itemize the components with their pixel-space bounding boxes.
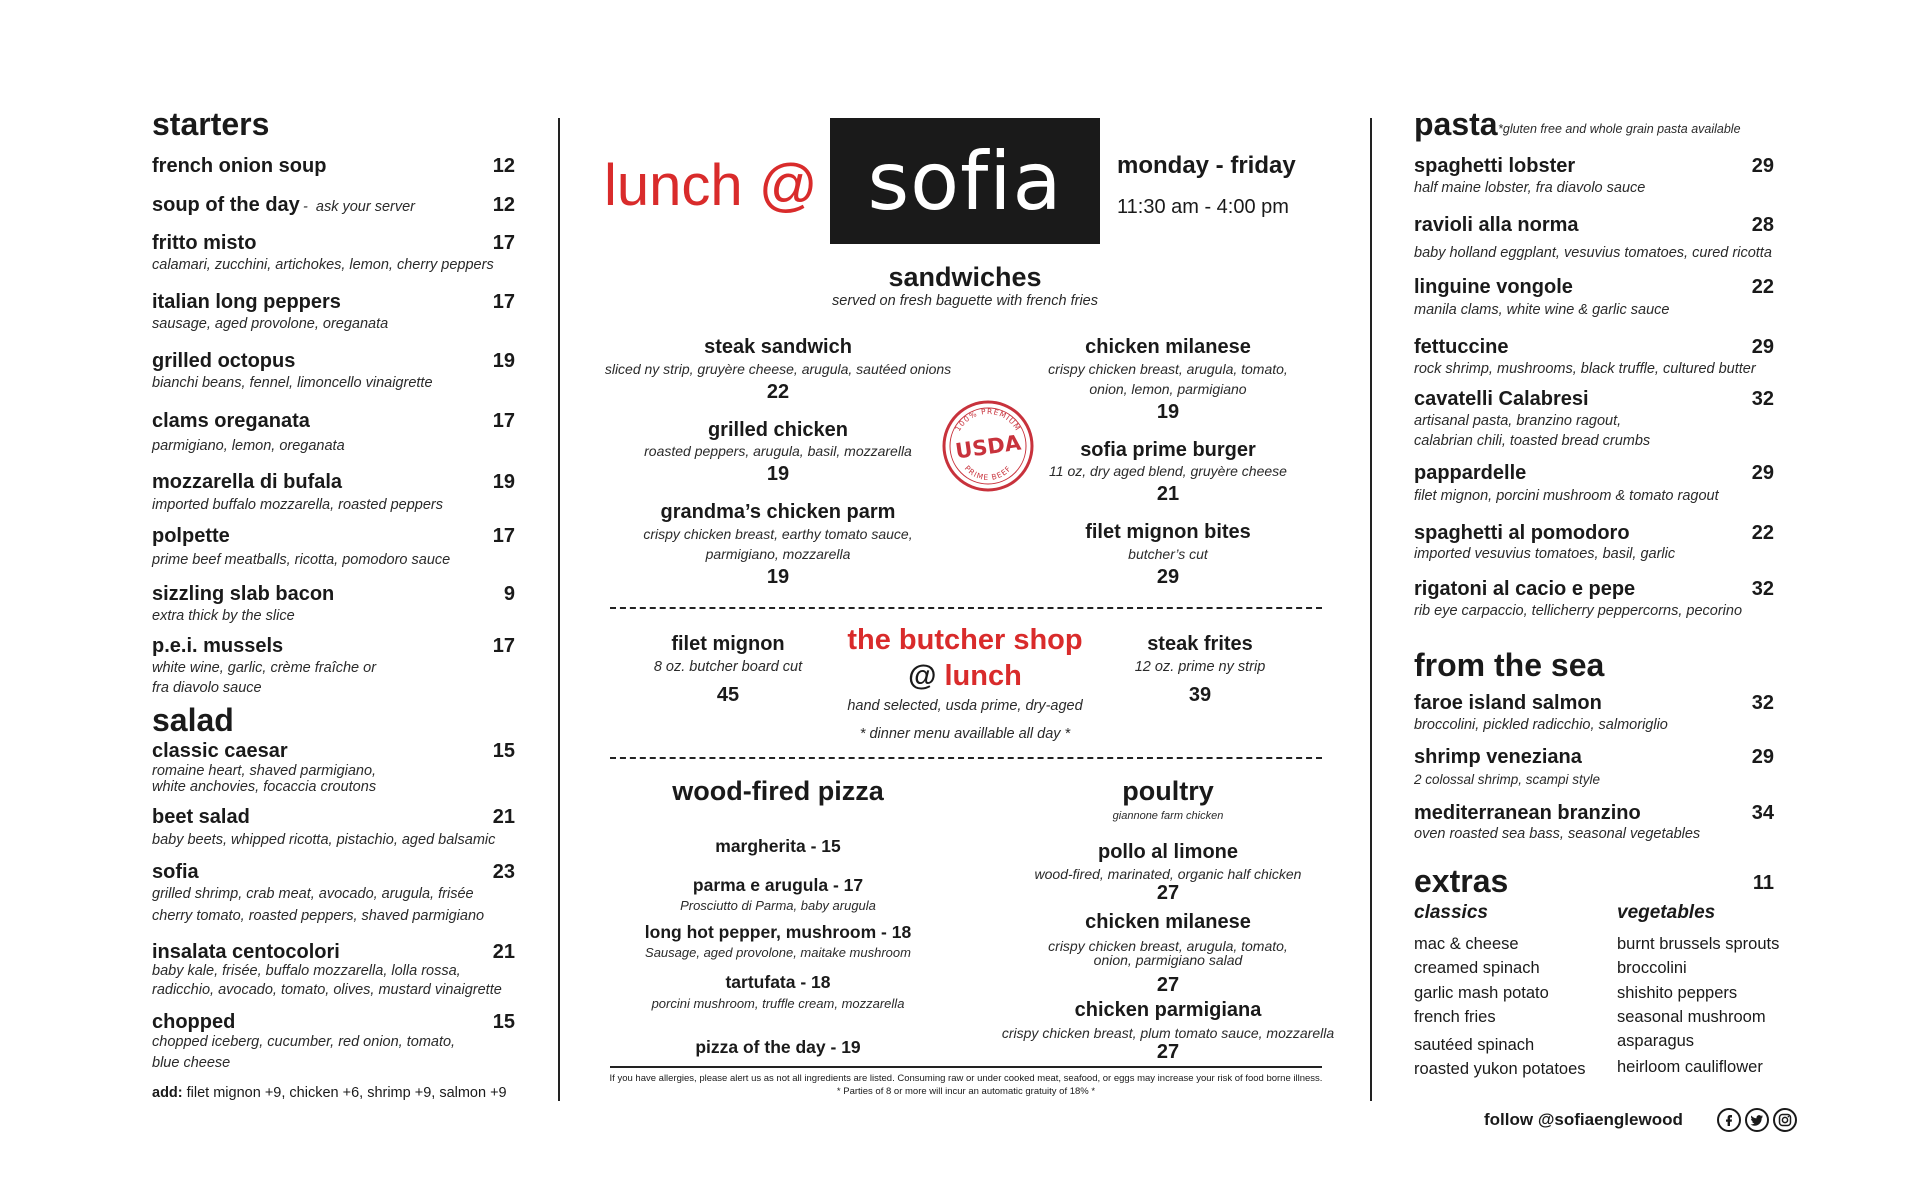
item-price: 17 <box>492 410 515 432</box>
list-item: french onion soup <box>152 155 327 177</box>
item-price: 29 <box>1751 462 1774 484</box>
list-item: classic caesar <box>152 740 288 762</box>
list-item: grilled octopus <box>152 350 296 372</box>
sandwiches-title: sandwiches <box>888 262 1042 292</box>
list-item: filet mignon bites <box>1085 521 1251 543</box>
list-item: long hot pepper, mushroom - 18 <box>644 922 912 942</box>
sea-title: from the sea <box>1414 647 1605 683</box>
item-desc: Prosciutto di Parma, baby arugula <box>680 898 876 913</box>
lunch-at-title: lunch @ <box>604 153 818 218</box>
item-desc: sausage, aged provolone, oreganata <box>152 316 389 332</box>
list-item: chicken milanese <box>1085 336 1251 358</box>
poultry-title: poultry <box>1122 776 1214 806</box>
usda-stamp-graphic <box>940 398 1036 494</box>
item-price: 32 <box>1751 388 1774 410</box>
list-item: margherita - 15 <box>715 836 841 856</box>
list-item: clams oreganata <box>152 410 310 432</box>
add-label: add: <box>152 1085 183 1101</box>
classics-title: classics <box>1414 902 1488 923</box>
pasta-note: *gluten free and whole grain pasta available <box>1498 122 1741 136</box>
item-note: - ask your server <box>303 199 416 215</box>
list-item: chicken parmigiana <box>1074 999 1262 1021</box>
item-price: 21 <box>492 941 515 963</box>
item-desc: imported buffalo mozzarella, roasted peppers <box>152 497 443 513</box>
divider-dashed-1 <box>610 607 1322 609</box>
item-price: 12 <box>492 194 515 216</box>
list-item: linguine vongole <box>1414 276 1573 298</box>
item-price: 32 <box>1751 692 1774 714</box>
facebook-icon[interactable] <box>1717 1108 1741 1132</box>
list-item: grandma’s chicken parm <box>660 501 896 523</box>
item-desc: chopped iceberg, cucumber, red onion, tomato, <box>152 1034 456 1050</box>
item-price: 17 <box>492 635 515 657</box>
item-price: 34 <box>1751 802 1774 824</box>
list-item: steak frites <box>1147 633 1253 655</box>
left-divider <box>558 118 560 1101</box>
item-desc: rib eye carpaccio, tellicherry peppercorns, pecorino <box>1414 603 1743 619</box>
list-item: chicken milanese <box>1085 911 1251 933</box>
item-desc: crispy chicken breast, arugula, tomato, <box>1048 361 1288 377</box>
usda-top-text: 100% PREMIUM <box>953 406 1023 433</box>
list-item: insalata centocolori <box>152 941 340 963</box>
list-item: shishito peppers <box>1617 984 1738 1002</box>
item-desc: Sausage, aged provolone, maitake mushroom <box>645 945 911 960</box>
item-price: 19 <box>766 463 790 485</box>
item-desc: cherry tomato, roasted peppers, shaved parmigiano <box>152 908 485 924</box>
item-price: 29 <box>1751 155 1774 177</box>
list-item: p.e.i. mussels <box>152 635 284 657</box>
pizza-title: wood-fired pizza <box>672 776 884 806</box>
logo-text: sofia <box>867 134 1063 228</box>
vegetables-title: vegetables <box>1617 902 1716 923</box>
list-item: fritto misto <box>152 232 257 254</box>
item-desc: manila clams, white wine & garlic sauce <box>1414 302 1670 318</box>
item-price: 9 <box>503 583 515 605</box>
item-desc: sliced ny strip, gruyère cheese, arugula, sautéed onions <box>604 361 952 377</box>
item-price: 17 <box>492 291 515 313</box>
twitter-glyph <box>1750 1113 1764 1127</box>
item-desc: wood-fired, marinated, organic half chicken <box>1034 866 1302 882</box>
item-desc: artisanal pasta, branzino ragout, <box>1414 413 1622 429</box>
item-desc: 11 oz, dry aged blend, gruyère cheese <box>1049 463 1287 479</box>
item-desc: prime beef meatballs, ricotta, pomodoro sauce <box>152 552 451 568</box>
usda-stamp-icon <box>940 398 1036 494</box>
starters-title: starters <box>152 106 270 142</box>
list-item: french fries <box>1414 1008 1496 1026</box>
list-item: spaghetti lobster <box>1414 155 1576 177</box>
facebook-glyph <box>1722 1113 1736 1127</box>
item-price: 15 <box>492 1011 515 1033</box>
list-item: polpette <box>152 525 230 547</box>
item-desc: onion, lemon, parmigiano <box>1089 381 1247 397</box>
days: monday - friday <box>1117 152 1296 179</box>
item-desc: white anchovies, focaccia croutons <box>152 779 377 795</box>
item-desc: blue cheese <box>152 1055 231 1071</box>
footer-rule <box>610 1066 1322 1068</box>
instagram-icon[interactable] <box>1773 1108 1797 1132</box>
list-item: broccolini <box>1617 959 1687 977</box>
sandwiches-subtitle: served on fresh baguette with french fries <box>832 293 1098 309</box>
item-desc: 8 oz. butcher board cut <box>653 659 803 675</box>
list-item: roasted yukon potatoes <box>1414 1060 1586 1078</box>
item-price: 27 <box>1156 1041 1180 1063</box>
list-item: sofia <box>152 861 199 883</box>
item-desc: extra thick by the slice <box>152 608 295 624</box>
list-item: heirloom cauliflower <box>1617 1058 1763 1076</box>
item-desc: onion, parmigiano salad <box>1093 952 1243 968</box>
item-desc: crispy chicken breast, earthy tomato sauce, <box>643 526 913 542</box>
item-price: 19 <box>492 471 515 493</box>
usda-center-text: USDA <box>953 430 1023 464</box>
gratuity-notice: * Parties of 8 or more will incur an automatic gratuity of 18% * <box>836 1086 1096 1097</box>
list-item: chopped <box>152 1011 236 1033</box>
salad-add-ons <box>152 1085 507 1101</box>
list-item: fettuccine <box>1414 336 1509 358</box>
item-price: 27 <box>1156 882 1180 904</box>
list-item: steak sandwich <box>704 336 852 358</box>
butcher-shop-title: the butcher shop <box>847 624 1083 656</box>
hours: 11:30 am - 4:00 pm <box>1117 196 1289 218</box>
poultry-subtitle: giannone farm chicken <box>1112 810 1224 822</box>
item-desc: calabrian chili, toasted bread crumbs <box>1414 433 1651 449</box>
list-item: pizza of the day - 19 <box>695 1037 861 1057</box>
item-desc: grilled shrimp, crab meat, avocado, arugula, frisée <box>152 886 474 902</box>
item-price: 17 <box>492 232 515 254</box>
instagram-glyph <box>1778 1113 1792 1127</box>
salad-title: salad <box>152 702 234 738</box>
right-divider <box>1370 118 1372 1101</box>
item-price: 22 <box>1751 522 1774 544</box>
list-item: sofia prime burger <box>1080 439 1256 461</box>
butcher-desc: hand selected, usda prime, dry-aged <box>847 698 1083 714</box>
list-item: creamed spinach <box>1414 959 1540 977</box>
item-desc: baby kale, frisée, buffalo mozzarella, lolla rossa, <box>152 963 461 979</box>
social-handle[interactable]: follow @sofiaenglewood <box>1484 1110 1683 1129</box>
pasta-title: pasta <box>1414 106 1498 142</box>
twitter-icon[interactable] <box>1745 1108 1769 1132</box>
item-desc: white wine, garlic, crème fraîche or <box>152 660 377 676</box>
item-desc: half maine lobster, fra diavolo sauce <box>1414 180 1646 196</box>
list-item: filet mignon <box>671 633 785 655</box>
item-price: 22 <box>766 381 790 403</box>
list-item: sautéed spinach <box>1414 1036 1535 1054</box>
list-item: tartufata - 18 <box>725 972 831 992</box>
item-price: 19 <box>1156 401 1180 423</box>
list-item: garlic mash potato <box>1414 984 1549 1002</box>
list-item: mac & cheese <box>1414 935 1519 953</box>
item-desc: crispy chicken breast, plum tomato sauce, mozzarella <box>1001 1025 1335 1041</box>
list-item: sizzling slab bacon <box>152 583 335 605</box>
item-desc: parmigiano, lemon, oreganata <box>152 438 345 454</box>
extras-title: extras <box>1414 863 1509 899</box>
item-price: 27 <box>1156 974 1180 996</box>
item-price: 12 <box>492 155 515 177</box>
item-desc: imported vesuvius tomatoes, basil, garlic <box>1414 546 1676 562</box>
list-item: seasonal mushroom <box>1617 1008 1766 1026</box>
list-item: cavatelli Calabresi <box>1414 388 1589 410</box>
item-desc: baby holland eggplant, vesuvius tomatoes, cured ricotta <box>1414 245 1772 261</box>
usda-bottom-text: PRIME BEEF <box>962 463 1014 483</box>
item-desc: crispy chicken breast, arugula, tomato, <box>1048 938 1288 954</box>
item-desc: butcher’s cut <box>1128 546 1208 562</box>
item-desc: broccolini, pickled radicchio, salmoriglio <box>1414 717 1668 733</box>
item-desc: romaine heart, shaved parmigiano, <box>152 763 377 779</box>
list-item: parma e arugula - 17 <box>692 875 864 895</box>
item-price: 17 <box>492 525 515 547</box>
list-item: shrimp veneziana <box>1414 746 1582 768</box>
item-price: 29 <box>1156 566 1180 588</box>
item-desc: fra diavolo sauce <box>152 680 262 696</box>
item-desc: roasted peppers, arugula, basil, mozzarella <box>644 443 912 459</box>
item-desc: radicchio, avocado, tomato, olives, mustard vinaigrette <box>152 982 502 998</box>
item-price: 22 <box>1751 276 1774 298</box>
item-price: 19 <box>492 350 515 372</box>
item-price: 19 <box>766 566 790 588</box>
list-item: pappardelle <box>1414 462 1527 484</box>
item-price: 15 <box>492 740 515 762</box>
list-item: mediterranean branzino <box>1414 802 1641 824</box>
allergy-notice: If you have allergies, please alert us as not all ingredients are listed. Consuming raw or under cooked meat, seafood, or eggs may increase your risk of food borne illness. <box>609 1073 1323 1084</box>
divider-dashed-2 <box>610 757 1322 759</box>
extras-price: 11 <box>1752 872 1774 894</box>
item-desc: filet mignon, porcini mushroom & tomato ragout <box>1414 488 1719 504</box>
sofia-logo <box>830 118 1100 244</box>
list-item: mozzarella di bufala <box>152 471 343 493</box>
add-text: filet mignon +9, chicken +6, shrimp +9, salmon +9 <box>186 1085 507 1101</box>
list-item: faroe island salmon <box>1414 692 1602 714</box>
list-item: beet salad <box>152 806 250 828</box>
list-item: soup of the day <box>152 194 300 216</box>
item-desc: parmigiano, mozzarella <box>705 546 851 562</box>
item-desc: 12 oz. prime ny strip <box>1134 659 1266 675</box>
item-desc: 2 colossal shrimp, scampi style <box>1414 772 1601 787</box>
at-sign: @ <box>908 660 937 692</box>
item-desc: rock shrimp, mushrooms, black truffle, cultured butter <box>1414 361 1756 377</box>
item-price: 45 <box>716 684 740 706</box>
item-price: 21 <box>1156 483 1180 505</box>
list-item: grilled chicken <box>707 419 849 441</box>
lunch-word: lunch <box>944 660 1022 692</box>
list-item: asparagus <box>1617 1032 1695 1050</box>
item-price: 28 <box>1751 214 1774 236</box>
item-price: 29 <box>1751 336 1774 358</box>
item-price: 23 <box>492 861 515 883</box>
dinner-note: * dinner menu availlable all day * <box>859 726 1071 742</box>
list-item: spaghetti al pomodoro <box>1414 522 1630 544</box>
item-price: 32 <box>1751 578 1774 600</box>
list-item: pollo al limone <box>1097 841 1238 863</box>
item-price: 39 <box>1188 684 1212 706</box>
item-desc: bianchi beans, fennel, limoncello vinaigrette <box>152 375 433 391</box>
item-desc: baby beets, whipped ricotta, pistachio, aged balsamic <box>152 832 496 848</box>
list-item: rigatoni al cacio e pepe <box>1414 578 1636 600</box>
item-desc: porcini mushroom, truffle cream, mozzarella <box>651 996 905 1011</box>
item-price: 21 <box>492 806 515 828</box>
item-desc: calamari, zucchini, artichokes, lemon, cherry peppers <box>152 257 494 273</box>
list-item: italian long peppers <box>152 291 341 313</box>
list-item: burnt brussels sprouts <box>1617 935 1780 953</box>
item-price: 29 <box>1751 746 1774 768</box>
item-desc: oven roasted sea bass, seasonal vegetables <box>1414 826 1701 842</box>
list-item: ravioli alla norma <box>1414 214 1579 236</box>
